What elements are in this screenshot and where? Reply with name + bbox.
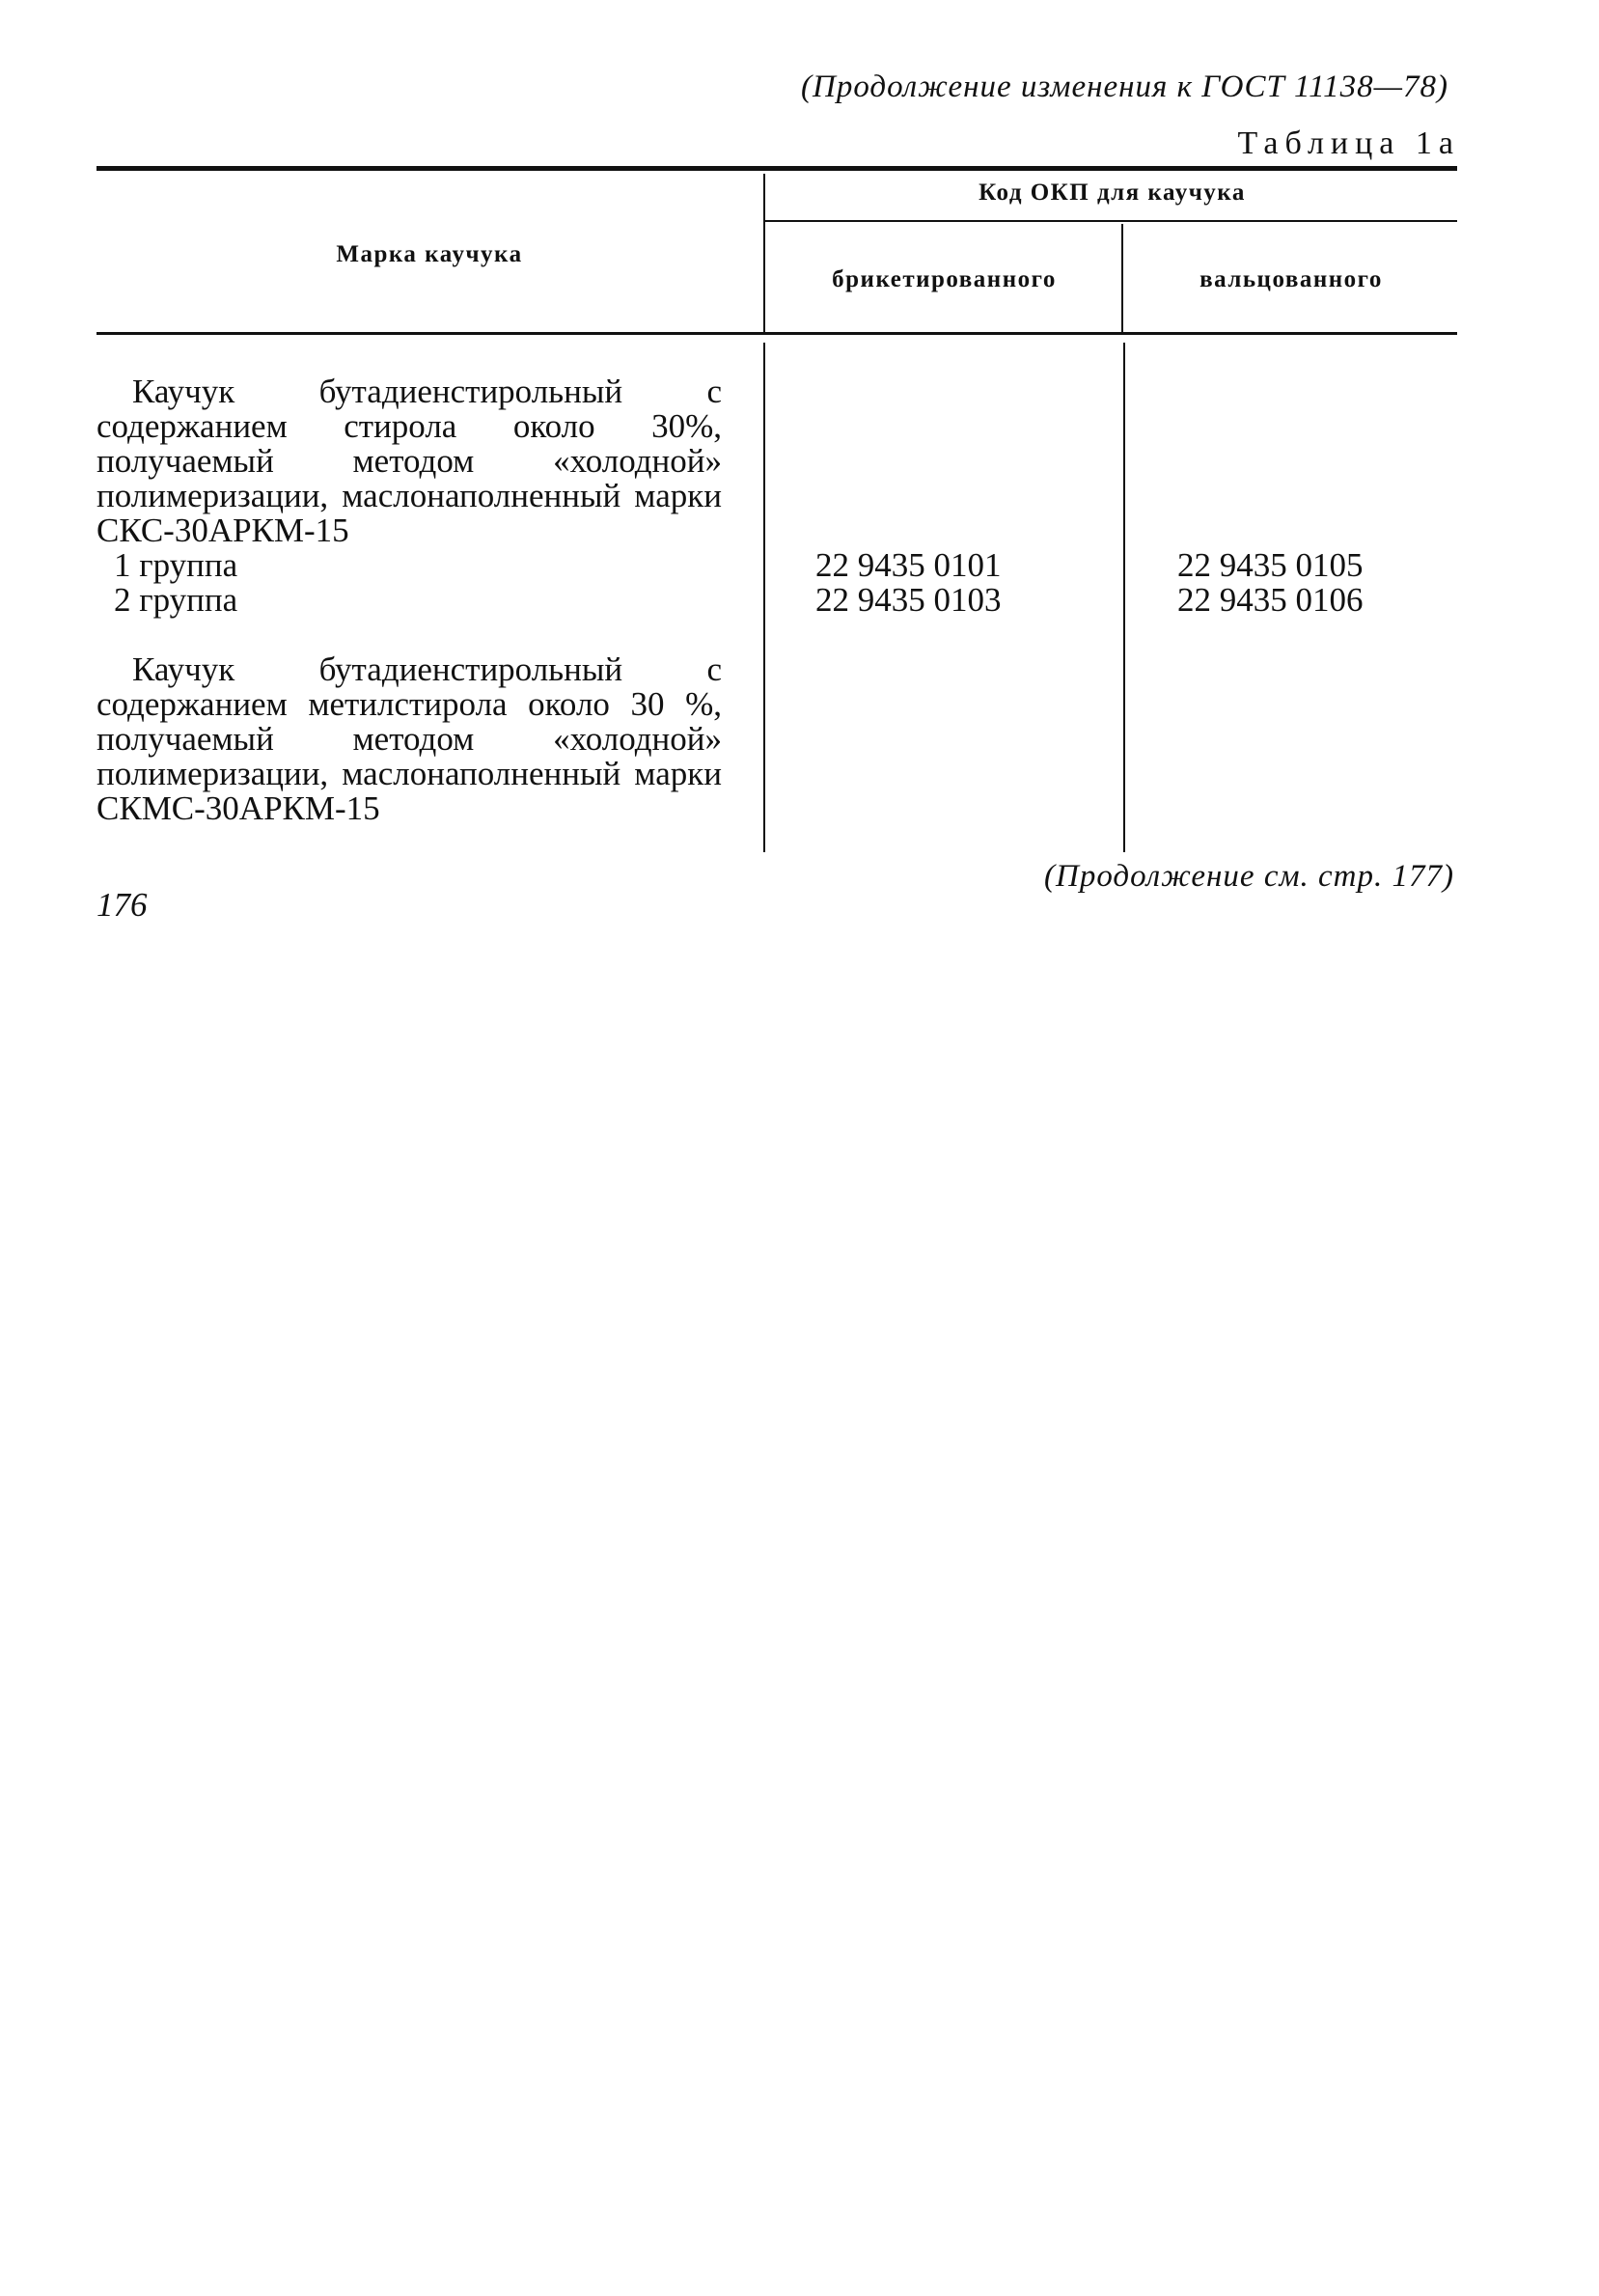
code-briquetted: 22 9435 0103 xyxy=(815,581,1002,619)
code-rolled: 22 9435 0105 xyxy=(1177,546,1364,584)
page-number: 176 xyxy=(96,886,148,924)
code-briquetted: 22 9435 0101 xyxy=(815,546,1002,584)
header-bottom-rule xyxy=(96,332,1457,335)
row-description: Каучук бутадиенстирольный с содержанием метилстирола около 30 %, получаемый методом «холодной» полимеризации, маслонаполненный марки СКМС-30АРКМ-15 xyxy=(96,650,722,827)
code-rolled: 22 9435 0106 xyxy=(1177,581,1364,619)
row-description: Каучук бутадиенстирольный с содержанием стирола около 30%, получаемый методом «холодной» полимеризации, маслонаполненный марки СКС-30АРКМ-15 xyxy=(96,373,722,549)
header-divider-grade xyxy=(763,174,765,332)
body-divider-grade xyxy=(763,343,765,852)
body-divider-codes xyxy=(1123,343,1125,852)
footer-continuation: (Продолжение см. стр. 177) xyxy=(1044,859,1454,894)
header-grade: Марка каучука xyxy=(336,241,523,267)
table-label: Таблица 1а xyxy=(1237,125,1460,161)
table-top-rule xyxy=(96,166,1457,171)
table-row xyxy=(96,652,722,826)
header-group-rule xyxy=(764,220,1457,222)
header-briquetted: брикетированного xyxy=(832,266,1057,292)
header-okp-group: Код ОКП для каучука xyxy=(979,180,1246,206)
group-label: 1 группа xyxy=(114,546,238,584)
group-label: 2 группа xyxy=(114,581,238,619)
header-rolled: вальцованного xyxy=(1199,266,1383,292)
table-row xyxy=(96,374,722,618)
header-divider-codes xyxy=(1121,224,1123,332)
running-head: (Продолжение изменения к ГОСТ 11138—78) xyxy=(801,69,1448,104)
